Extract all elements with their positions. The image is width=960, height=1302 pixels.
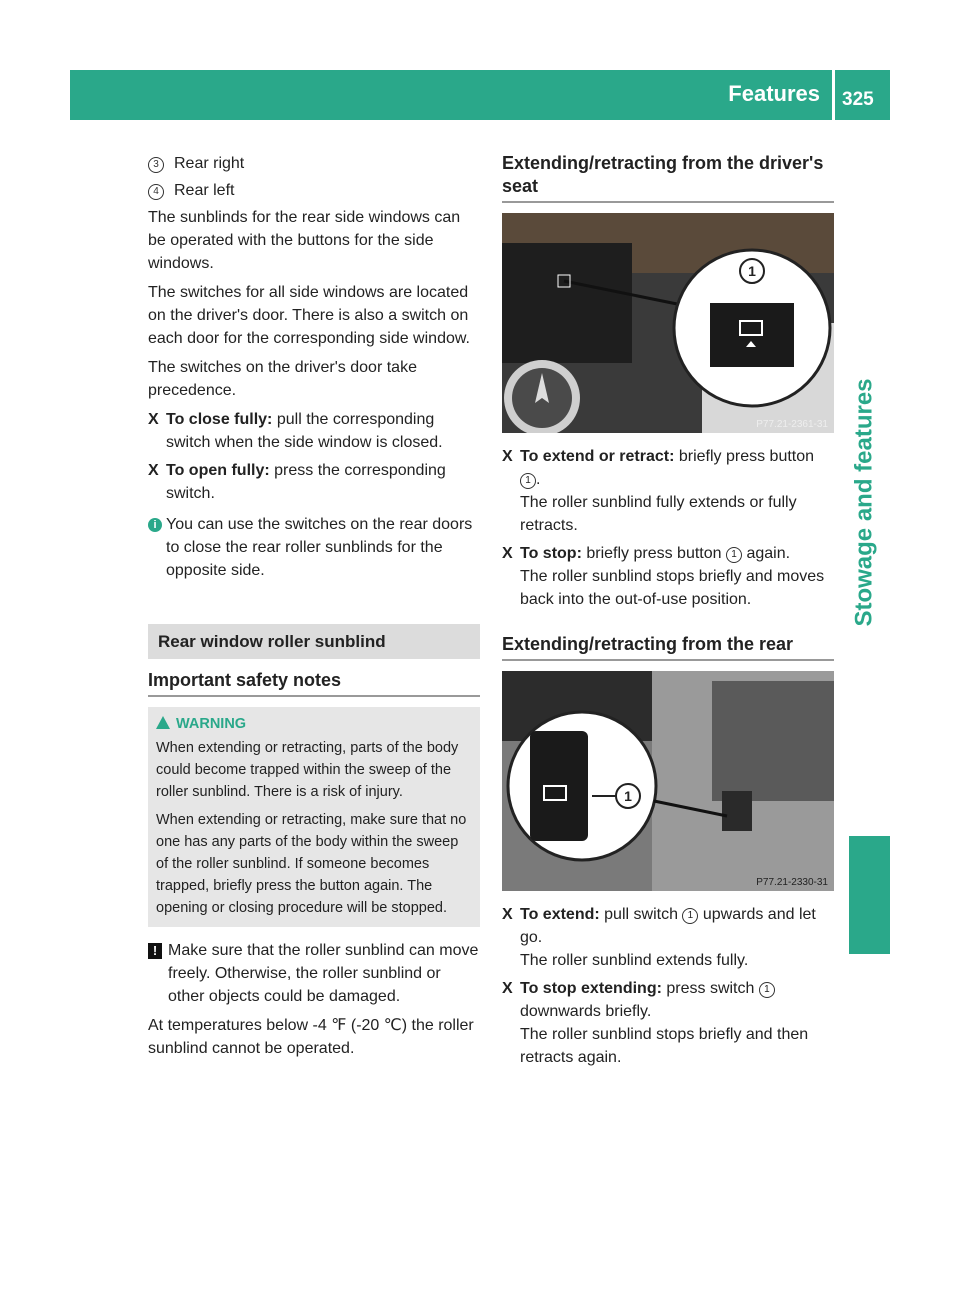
step-text: downwards briefly. [520, 1003, 652, 1020]
section-heading: Important safety notes [148, 669, 480, 697]
step-label: To extend: [520, 906, 600, 923]
step-text: pull switch [604, 906, 678, 923]
photo-callout: 1 [624, 788, 632, 804]
step-text: briefly press button [586, 545, 722, 562]
info-text: You can use the switches on the rear doors to close the rear roller sunblinds for the opposite side. [166, 516, 473, 579]
instruction-step [502, 977, 834, 1069]
info-note [148, 513, 480, 582]
paragraph: The switches for all side windows are located on the driver's door. There is also a switch on each door for the corresponding side window. [148, 284, 470, 347]
step-label: To close fully: [166, 411, 273, 428]
warning-text: When extending or retracting, parts of the body could become trapped within the sweep of the roller sunblind. There is a risk of injury. [156, 740, 459, 800]
step-text: upwards and let go. [520, 906, 816, 946]
step-text: briefly press button [678, 448, 815, 465]
step-marker-icon: X [502, 980, 513, 997]
header-divider [832, 70, 835, 120]
photo-callout: 1 [748, 263, 756, 279]
instruction-step [502, 903, 834, 972]
warning-icon [156, 716, 170, 729]
side-tab-label: Stowage and features [850, 377, 878, 627]
instruction-step [502, 445, 834, 537]
step-result: The roller sunblind extends fully. [520, 952, 749, 969]
photo-code: P77.21-2361-31 [756, 419, 828, 430]
gray-heading: Rear window roller sunblind [148, 624, 480, 659]
step-result: The roller sunblind stops briefly and moves back into the out-of-use position. [520, 568, 825, 608]
step-text: . [536, 471, 541, 488]
list-item [148, 152, 480, 175]
page-number: 325 [842, 89, 874, 110]
step-text: again. [746, 545, 791, 562]
step-label: To open fully: [166, 462, 270, 479]
step-label: To stop extending: [520, 980, 662, 997]
info-icon: i [148, 518, 162, 532]
step-result: The roller sunblind stops briefly and then retracts again. [520, 1026, 809, 1066]
enum-text: Rear right [174, 155, 245, 172]
callout-ref: 1 [520, 473, 536, 489]
exclamation-icon: ! [148, 943, 162, 959]
step-marker-icon: X [148, 411, 159, 428]
step-text: press the corresponding switch. [166, 462, 446, 502]
paragraph: The sunblinds for the rear side windows can be operated with the buttons for the side windows. [148, 209, 461, 272]
right-column [502, 152, 834, 1074]
photo-code: P77.21-2330-31 [756, 877, 828, 888]
callout-ref: 1 [759, 982, 775, 998]
warning-title: WARNING [156, 713, 472, 735]
section-heading: Extending/retracting from the driver's seat [502, 152, 834, 203]
step-result: The roller sunblind fully extends or fully retracts. [520, 494, 797, 534]
warning-box [148, 707, 480, 927]
instruction-step [148, 408, 480, 454]
warning-text: When extending or retracting, make sure that no one has any parts of the body within the sweep of the roller sunblind. If someone becomes trapped, briefly press the button again. The opening or closing procedure will be stopped. [156, 812, 467, 916]
enum-number: 3 [148, 152, 174, 175]
caution-note [148, 939, 480, 1008]
section-title-header: Features [728, 81, 820, 106]
list-item [148, 179, 480, 202]
paragraph: At temperatures below -4 ℉ (-20 ℃) the roller sunblind cannot be operated. [148, 1017, 474, 1057]
step-marker-icon: X [502, 448, 513, 465]
enum-text: Rear left [174, 182, 235, 199]
photo-drivers-seat [502, 213, 834, 433]
step-marker-icon: X [148, 462, 159, 479]
step-marker-icon: X [502, 545, 513, 562]
enum-number: 4 [148, 179, 174, 202]
instruction-step [502, 542, 834, 611]
left-column [148, 152, 480, 1066]
step-label: To stop: [520, 545, 582, 562]
side-tab [838, 182, 890, 822]
side-tab-marker [849, 836, 890, 954]
paragraph: The switches on the driver's door take precedence. [148, 359, 417, 399]
note-text: Make sure that the roller sunblind can move freely. Otherwise, the roller sunblind or other objects could be damaged. [168, 942, 479, 1005]
section-heading: Extending/retracting from the rear [502, 633, 834, 661]
step-text: press switch [666, 980, 755, 997]
step-marker-icon: X [502, 906, 513, 923]
callout-ref: 1 [682, 908, 698, 924]
instruction-step [148, 459, 480, 505]
step-label: To extend or retract: [520, 448, 675, 465]
photo-rear [502, 671, 834, 891]
callout-ref: 1 [726, 547, 742, 563]
step-text: pull the corresponding switch when the side window is closed. [166, 411, 443, 451]
